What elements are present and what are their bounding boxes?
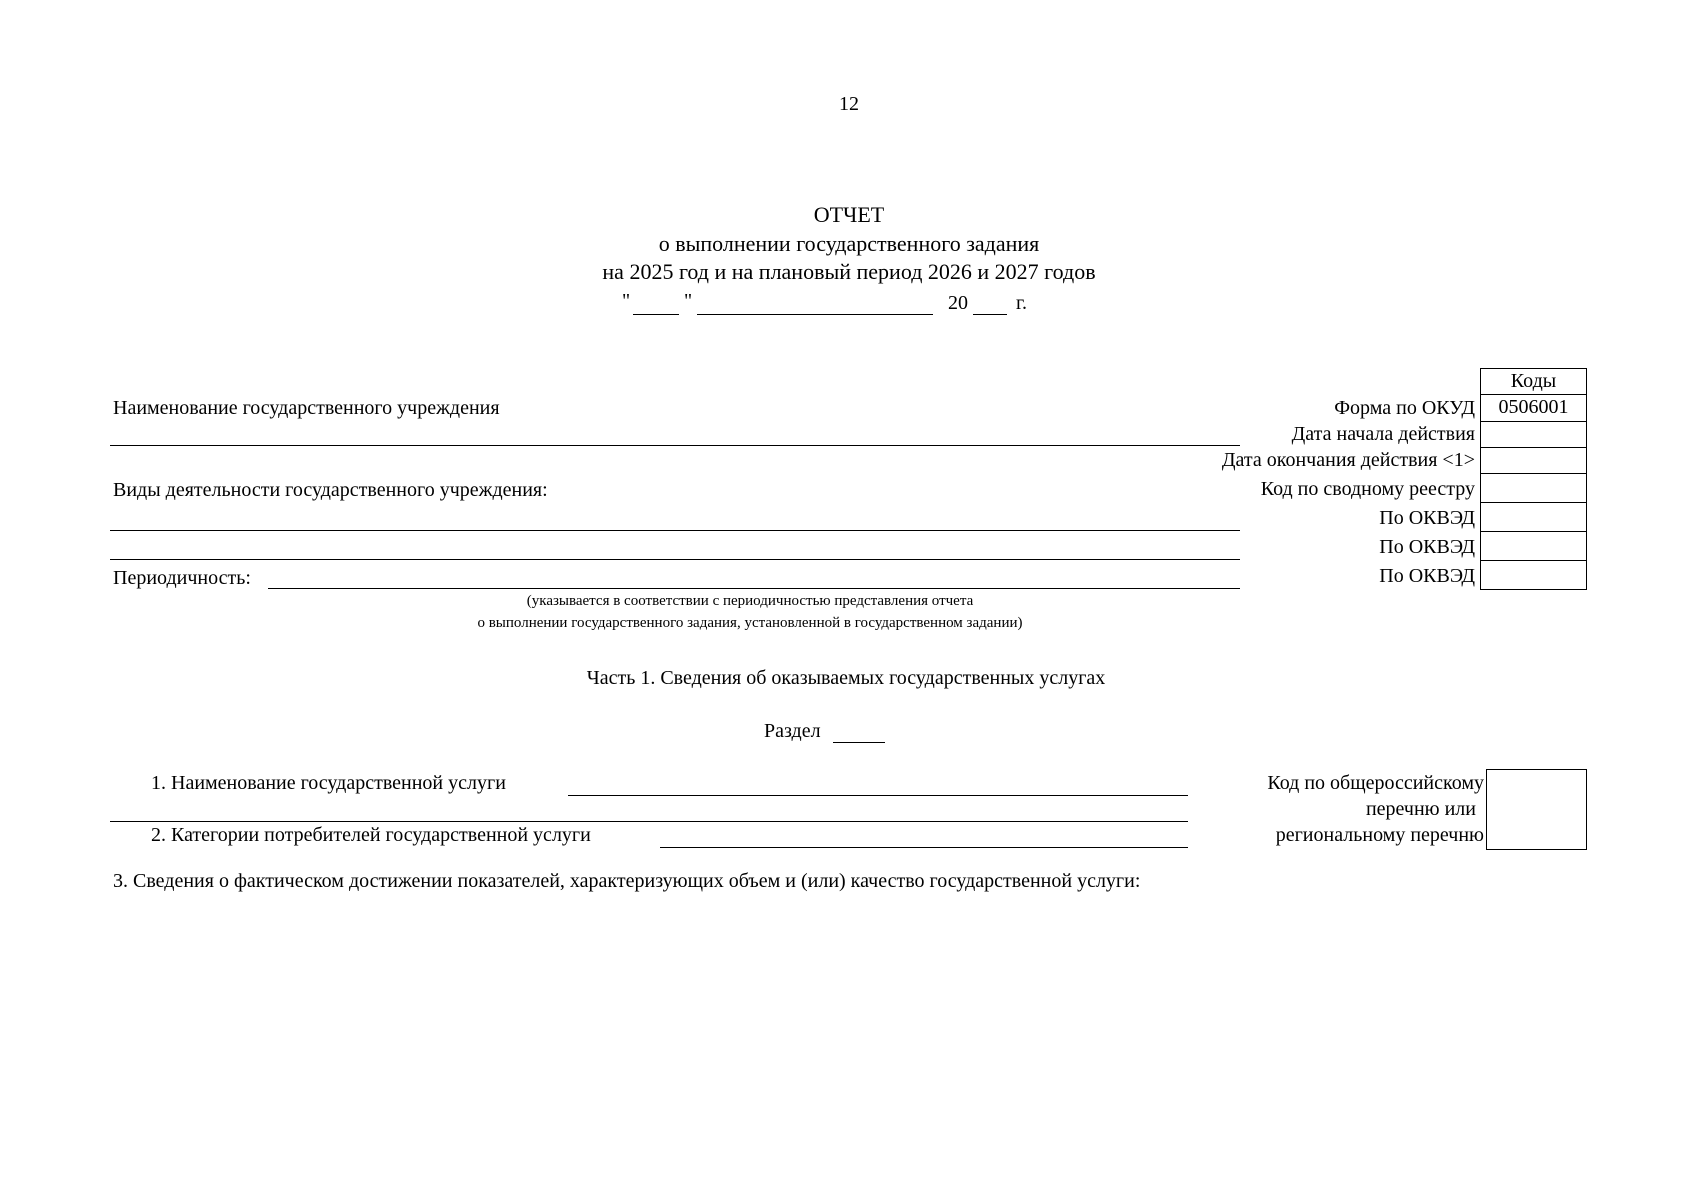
institution-name-field[interactable] [110, 445, 1240, 446]
part1-heading: Часть 1. Сведения об оказываемых государственных услугах [586, 667, 1106, 689]
report-period: на 2025 год и на плановый период 2026 и 2027 годов [602, 259, 1096, 284]
okved-label-3: По ОКВЭД [1379, 565, 1475, 587]
start-date-label: Дата начала действия [1291, 423, 1475, 445]
service-registry-code-cell[interactable] [1486, 769, 1587, 850]
registry-code-cell[interactable] [1480, 473, 1587, 503]
date-month-field[interactable] [697, 314, 933, 315]
indicators-heading: 3. Сведения о фактическом достижении показателей, характеризующих объем и (или) качество государственной услуги: [113, 870, 1141, 892]
codes-header: Коды [1480, 368, 1587, 395]
date-year-field[interactable] [973, 314, 1007, 315]
periodicity-note-2: о выполнении государственного задания, установленной в государственном задании) [477, 615, 1023, 631]
date-year-suffix: г. [1016, 292, 1027, 314]
periodicity-note-1: (указывается в соответствии с периодичностью представления отчета [526, 593, 974, 609]
okved-cell-1[interactable] [1480, 502, 1587, 532]
section-label: Раздел [764, 720, 821, 742]
registry-code-label: Код по сводному реестру [1260, 478, 1475, 500]
report-title: ОТЧЕТ [813, 202, 885, 227]
consumer-categories-label: 2. Категории потребителей государственной услуги [151, 824, 591, 846]
service-name-field-2[interactable] [110, 821, 1188, 822]
registry-code-label-2: перечню или [1365, 798, 1476, 820]
report-subtitle: о выполнении государственного задания [658, 231, 1040, 256]
registry-code-label-3: региональному перечню [1275, 824, 1484, 846]
okved-label-2: По ОКВЭД [1379, 536, 1475, 558]
date-quote-close: " [684, 290, 693, 312]
okved-label-1: По ОКВЭД [1379, 507, 1475, 529]
end-date-cell[interactable] [1480, 447, 1587, 474]
registry-code-label-1: Код по общероссийскому [1267, 772, 1484, 794]
activity-types-label: Виды деятельности государственного учреждения: [113, 479, 548, 501]
section-number-field[interactable] [833, 742, 885, 743]
consumer-categories-field[interactable] [660, 847, 1188, 848]
institution-name-label: Наименование государственного учреждения [113, 397, 500, 419]
okud-label: Форма по ОКУД [1334, 397, 1475, 419]
okud-code-cell: 0506001 [1480, 394, 1587, 422]
start-date-cell[interactable] [1480, 421, 1587, 448]
okved-cell-3[interactable] [1480, 560, 1587, 590]
activity-types-field-1[interactable] [110, 530, 1240, 531]
date-quote-open: " [622, 290, 631, 312]
date-day-field[interactable] [633, 314, 679, 315]
periodicity-field[interactable] [268, 588, 1240, 589]
date-year-prefix: 20 [948, 292, 968, 314]
service-name-label: 1. Наименование государственной услуги [151, 772, 506, 794]
page-number: 12 [839, 93, 859, 115]
service-name-field[interactable] [568, 795, 1188, 796]
okved-cell-2[interactable] [1480, 531, 1587, 561]
activity-types-field-2[interactable] [110, 559, 1240, 560]
end-date-label: Дата окончания действия <1> [1221, 449, 1475, 471]
periodicity-label: Периодичность: [113, 567, 251, 589]
